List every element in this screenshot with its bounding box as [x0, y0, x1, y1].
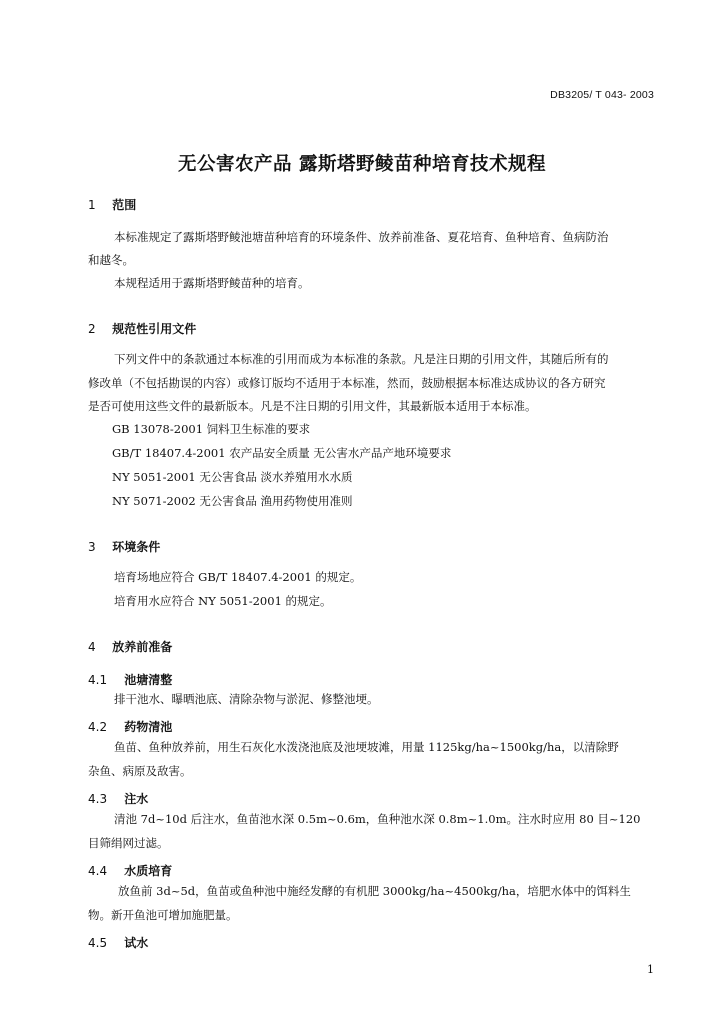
subsection-4-4-line1: 放鱼前 3d~5d，鱼苗或鱼种池中施经发酵的有机肥 3000kg/ha~4500kg/ha，培肥水体中的饵料生	[118, 884, 631, 898]
subsection-4-2-title: 药物清池	[124, 720, 173, 734]
section-3-title: 环境条件	[112, 540, 161, 554]
subsection-4-1-heading	[88, 671, 172, 688]
section-2-title: 规范性引用文件	[112, 322, 197, 336]
subsection-4-3-line1: 清池 7d~10d 后注水，鱼苗池水深 0.5m~0.6m，鱼种池水深 0.8m~1.0m。注水时应用 80 目~120	[114, 812, 641, 826]
section-1-heading	[88, 196, 136, 213]
standard-code: DB3205/ T 043- 2003	[550, 89, 654, 101]
subsection-4-5-title: 试水	[124, 936, 149, 950]
section-2-para1-line2: 修改单（不包括勘误的内容）或修订版均不适用于本标准，然而，鼓励根据本标准达成协议的各方研究	[88, 376, 606, 390]
subsection-4-2-line1: 鱼苗、鱼种放养前，用生石灰化水泼浇池底及池埂坡滩，用量 1125kg/ha~1500kg/ha，以清除野	[114, 740, 619, 754]
section-2-para1-line3: 是否可使用这些文件的最新版本。凡是不注日期的引用文件，其最新版本适用于本标准。	[88, 399, 537, 413]
section-2-heading	[88, 320, 196, 337]
subsection-4-3-number: 4.3	[88, 792, 108, 806]
reference-item: NY 5051-2001 无公害食品 淡水养殖用水水质	[112, 470, 353, 484]
section-2-para1-line1: 下列文件中的条款通过本标准的引用而成为本标准的条款。凡是注日期的引用文件，其随后所有的	[114, 352, 609, 366]
reference-item: GB/T 18407.4-2001 农产品安全质量 无公害水产品产地环境要求	[112, 446, 452, 460]
subsection-4-4-heading	[88, 862, 172, 879]
subsection-4-3-heading	[88, 790, 148, 807]
section-1-para2: 本规程适用于露斯塔野鲮苗种的培育。	[114, 276, 310, 290]
subsection-4-5-heading	[88, 934, 148, 951]
subsection-4-4-line2: 物。新开鱼池可增加施肥量。	[88, 908, 238, 922]
section-3-heading	[88, 538, 160, 555]
subsection-4-4-title: 水质培育	[124, 864, 173, 878]
reference-item: NY 5071-2002 无公害食品 渔用药物使用准则	[112, 494, 353, 508]
subsection-4-1-text: 排干池水、曝晒池底、清除杂物与淤泥、修整池埂。	[114, 692, 379, 706]
section-3-para2: 培育用水应符合 NY 5051-2001 的规定。	[114, 594, 332, 608]
page-number: 1	[647, 963, 654, 976]
subsection-4-1-number: 4.1	[88, 673, 108, 687]
section-2-number: 2	[88, 322, 96, 336]
subsection-4-1-title: 池塘清整	[124, 673, 173, 687]
subsection-4-3-title: 注水	[124, 792, 149, 806]
subsection-4-5-number: 4.5	[88, 936, 108, 950]
section-1-title: 范围	[112, 198, 137, 212]
section-3-para1: 培育场地应符合 GB/T 18407.4-2001 的规定。	[114, 570, 362, 584]
section-4-number: 4	[88, 640, 96, 654]
subsection-4-2-line2: 杂鱼、病原及敌害。	[88, 764, 192, 778]
section-1-para1-line2: 和越冬。	[88, 253, 134, 267]
section-4-title: 放养前准备	[112, 640, 173, 654]
subsection-4-2-heading	[88, 718, 172, 735]
section-1-para1-line1: 本标准规定了露斯塔野鲮池塘苗种培育的环境条件、放养前准备、夏花培育、鱼种培育、鱼病防治	[114, 230, 609, 244]
section-3-number: 3	[88, 540, 96, 554]
section-4-heading	[88, 638, 172, 655]
reference-item: GB 13078-2001 饲料卫生标准的要求	[112, 422, 311, 436]
section-1-number: 1	[88, 198, 96, 212]
document-title: 无公害农产品 露斯塔野鲮苗种培育技术规程	[178, 154, 546, 175]
subsection-4-3-line2: 目筛绢网过滤。	[88, 836, 169, 850]
subsection-4-4-number: 4.4	[88, 864, 108, 878]
subsection-4-2-number: 4.2	[88, 720, 108, 734]
